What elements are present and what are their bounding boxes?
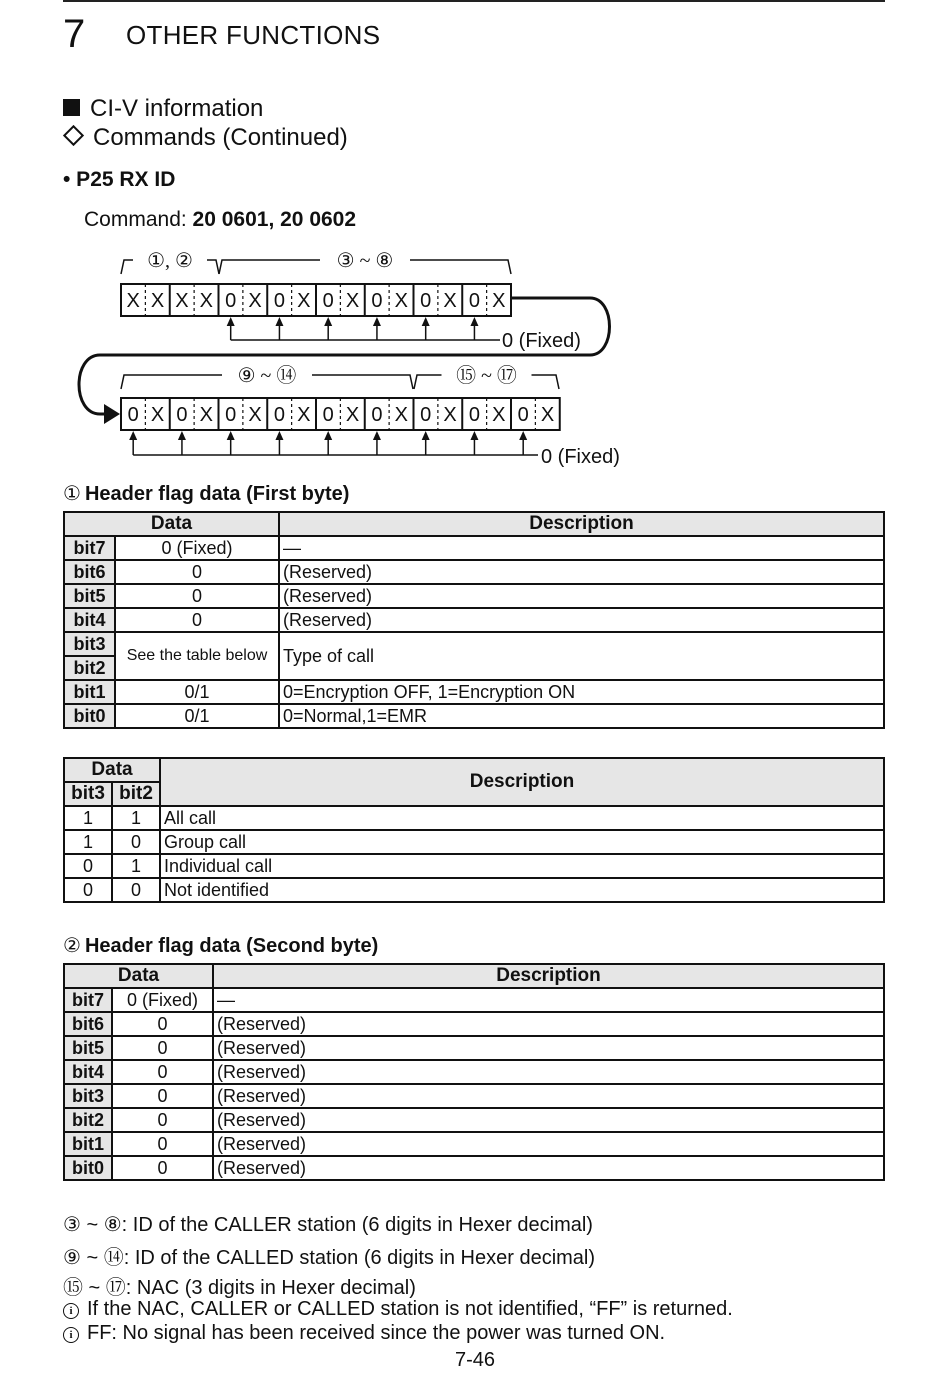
up-arrow-icon [324, 431, 332, 440]
cell-digit: X [199, 404, 213, 426]
brace-called-id-label: ⑨ ~ ⑭ [237, 365, 297, 387]
brace-nac-right [532, 375, 560, 389]
bit-value: 0 [115, 608, 279, 632]
bit-description: — [279, 536, 884, 560]
cell-digit: X [175, 290, 189, 312]
up-arrow-icon [470, 317, 478, 326]
up-arrow-icon [519, 431, 527, 440]
cell-digit: X [248, 290, 262, 312]
cell-digit: 0 [127, 404, 139, 426]
table-row [64, 1108, 884, 1132]
info-icon: i [63, 1303, 79, 1319]
call-type-description: Group call [160, 830, 884, 854]
right-arrow-icon [104, 404, 120, 424]
info-note-text: If the NAC, CALLER or CALLED station is not identified, “FF” is returned. [87, 1298, 733, 1320]
bit3-value: 1 [64, 806, 112, 830]
bit-description: — [213, 988, 884, 1012]
data-column-header: Data [64, 512, 279, 536]
table-row [64, 560, 884, 584]
up-arrow-icon [422, 317, 430, 326]
note-nac: ⑮ ~ ⑰: NAC (3 digits in Hexer decimal) [63, 1277, 416, 1299]
bit-description: (Reserved) [213, 1012, 884, 1036]
bit-description: (Reserved) [213, 1108, 884, 1132]
table-row [64, 1012, 884, 1036]
bit-value: 0 [112, 1036, 213, 1060]
cell-digit: X [492, 290, 506, 312]
table1-caption [63, 481, 349, 506]
table-row [64, 632, 884, 656]
table3-caption [63, 933, 378, 958]
data-column-header: Data [64, 758, 160, 782]
cell-digit: 0 [273, 290, 285, 312]
bit3-value: 0 [64, 878, 112, 902]
bit-description: 0=Normal,1=EMR [279, 704, 884, 728]
up-arrow-icon [373, 317, 381, 326]
header-flag-first-byte-table [63, 511, 885, 729]
bit-label: bit1 [64, 680, 115, 704]
bit-description: 0=Encryption OFF, 1=Encryption ON [279, 680, 884, 704]
bit-label: bit7 [64, 536, 115, 560]
table1-caption-text: Header flag data (First byte) [84, 483, 350, 505]
bit-label: bit4 [64, 608, 115, 632]
bit-value: 0 [112, 1132, 213, 1156]
chapter-title: OTHER FUNCTIONS [126, 20, 381, 50]
bit-description: (Reserved) [213, 1060, 884, 1084]
cell-digit: X [150, 404, 165, 426]
cell-digit: 0 [468, 404, 480, 426]
bit-label: bit6 [64, 1012, 112, 1036]
brace-caller-id-right [410, 260, 511, 274]
brace-called-id-left [121, 375, 222, 389]
bit-description: (Reserved) [213, 1156, 884, 1180]
bit-label: bit0 [64, 1156, 112, 1180]
table3-caption-text: Header flag data (Second byte) [84, 935, 379, 957]
table-row [64, 878, 884, 902]
bit-value: 0/1 [115, 680, 279, 704]
table-row [64, 854, 884, 878]
description-column-header: Description [213, 964, 884, 988]
page-number: 7-46 [454, 1349, 496, 1371]
item-title: • P25 RX ID [63, 168, 176, 191]
cell-digit: X [443, 290, 457, 312]
bit-value: 0/1 [115, 704, 279, 728]
up-arrow-icon [178, 431, 186, 440]
table-row [64, 1084, 884, 1108]
brace-nac-left [414, 375, 442, 389]
cell-digit: X [345, 290, 360, 312]
table-row [64, 1132, 884, 1156]
cell-digit: X [150, 290, 165, 312]
bit2-column-header: bit2 [112, 782, 160, 806]
bit-value: 0 [112, 1084, 213, 1108]
note-called-id: ⑨ ~ ⑭: ID of the CALLED station (6 digits in Hexer decimal) [63, 1247, 596, 1269]
cell-digit: X [345, 404, 360, 426]
up-arrow-icon [227, 317, 235, 326]
section-title: CI-V information [90, 95, 264, 122]
cell-digit: 0 [322, 290, 334, 312]
call-type-description: All call [160, 806, 884, 830]
cell-digit: 0 [176, 404, 188, 426]
table-row [64, 1036, 884, 1060]
cell-digit: X [492, 404, 506, 426]
call-type-description: Individual call [160, 854, 884, 878]
table1-caption-number: ① [63, 483, 81, 505]
cell-digit: X [248, 404, 262, 426]
brace-header-flags-right [207, 260, 219, 274]
cell-digit: X [443, 404, 457, 426]
cell-digit: 0 [225, 290, 237, 312]
bit-label: bit6 [64, 560, 115, 584]
command-label: Command: [84, 208, 193, 231]
bit-description: (Reserved) [213, 1036, 884, 1060]
bit-value: 0 [115, 560, 279, 584]
bit-value: 0 [112, 1108, 213, 1132]
bit-label: bit5 [64, 584, 115, 608]
bit-label: bit2 [64, 1108, 112, 1132]
table3-caption-number: ② [63, 935, 81, 957]
bit-description: (Reserved) [213, 1132, 884, 1156]
table-row [64, 1156, 884, 1180]
cell-digit: X [394, 404, 408, 426]
cell-digit: X [199, 290, 213, 312]
data-column-header: Data [64, 964, 213, 988]
cell-digit: X [540, 404, 555, 426]
description-column-header: Description [160, 758, 884, 806]
chapter-number: 7 [63, 12, 86, 56]
bit-label: bit5 [64, 1036, 112, 1060]
bit-label: bit3 [64, 632, 115, 656]
brace-header-flags-left [121, 260, 133, 274]
table-row [64, 536, 884, 560]
description-column-header: Description [279, 512, 884, 536]
bit3-value: 0 [64, 854, 112, 878]
cell-digit: 0 [225, 404, 237, 426]
header-flag-second-byte-table [63, 963, 885, 1181]
note-caller-id: ③ ~ ⑧: ID of the CALLER station (6 digits in Hexer decimal) [63, 1214, 593, 1236]
fixed-label: 0 (Fixed) [541, 446, 620, 468]
call-type-table [63, 757, 885, 903]
table-row [64, 608, 884, 632]
cell-digit: 0 [322, 404, 334, 426]
bit-label: bit0 [64, 704, 115, 728]
bit-label: bit2 [64, 656, 115, 680]
info-note-text: FF: No signal has been received since the power was turned ON. [87, 1322, 666, 1344]
up-arrow-icon [275, 317, 283, 326]
up-arrow-icon [275, 431, 283, 440]
bit2-value: 1 [112, 854, 160, 878]
table-row [64, 830, 884, 854]
bit2-value: 0 [112, 830, 160, 854]
bit3-value: 1 [64, 830, 112, 854]
bit-value: 0 (Fixed) [115, 536, 279, 560]
bit2-value: 0 [112, 878, 160, 902]
cell-digit: 0 [371, 290, 383, 312]
brace-caller-id-left [219, 260, 320, 274]
fixed-label: 0 (Fixed) [502, 330, 581, 352]
cell-digit: 0 [517, 404, 529, 426]
table-row [64, 704, 884, 728]
cell-digit: 0 [273, 404, 285, 426]
bit2-value: 1 [112, 806, 160, 830]
table-row [64, 680, 884, 704]
bit-value: 0 [112, 1060, 213, 1084]
bit-label: bit4 [64, 1060, 112, 1084]
cell-digit: X [394, 290, 408, 312]
bit-label: bit1 [64, 1132, 112, 1156]
cell-digit: 0 [420, 290, 432, 312]
table-row [64, 584, 884, 608]
brace-caller-id-label: ③ ~ ⑧ [336, 250, 394, 272]
bit-description: (Reserved) [279, 608, 884, 632]
table-row [64, 988, 884, 1012]
cell-digit: X [297, 404, 311, 426]
cell-digit: 0 [371, 404, 383, 426]
call-type-description: Not identified [160, 878, 884, 902]
bit-value: 0 [112, 1156, 213, 1180]
bit3-column-header: bit3 [64, 782, 112, 806]
bit-description: (Reserved) [279, 584, 884, 608]
bit-value: 0 (Fixed) [112, 988, 213, 1012]
up-arrow-icon [324, 317, 332, 326]
cell-digit: X [126, 290, 140, 312]
cell-digit: 0 [420, 404, 432, 426]
info-note-no-signal [63, 1322, 665, 1345]
up-arrow-icon [422, 431, 430, 440]
bit-value: 0 [115, 584, 279, 608]
table-row [64, 1060, 884, 1084]
bit-description: (Reserved) [279, 560, 884, 584]
brace-nac-label: ⑮ ~ ⑰ [456, 365, 517, 387]
bit-description: (Reserved) [213, 1084, 884, 1108]
brace-called-id-right [312, 375, 413, 389]
up-arrow-icon [470, 431, 478, 440]
up-arrow-icon [129, 431, 137, 440]
subsection-title: Commands (Continued) [93, 124, 348, 151]
table-header-row [64, 758, 884, 782]
cell-digit: 0 [468, 290, 480, 312]
data-format-diagram [0, 0, 950, 480]
table-header-row [64, 512, 884, 536]
bit-description: Type of call [279, 632, 884, 680]
brace-header-flags-label: ①, ② [147, 250, 193, 272]
table-row [64, 806, 884, 830]
up-arrow-icon [373, 431, 381, 440]
table-header-row [64, 964, 884, 988]
bit-label: bit7 [64, 988, 112, 1012]
info-icon: i [63, 1327, 79, 1343]
command-codes: 20 0601, 20 0602 [192, 208, 357, 231]
bit-label: bit3 [64, 1084, 112, 1108]
info-note-not-identified [63, 1298, 733, 1321]
bit-value: See the table below [115, 632, 279, 680]
up-arrow-icon [227, 431, 235, 440]
bit-value: 0 [112, 1012, 213, 1036]
cell-digit: X [297, 290, 311, 312]
